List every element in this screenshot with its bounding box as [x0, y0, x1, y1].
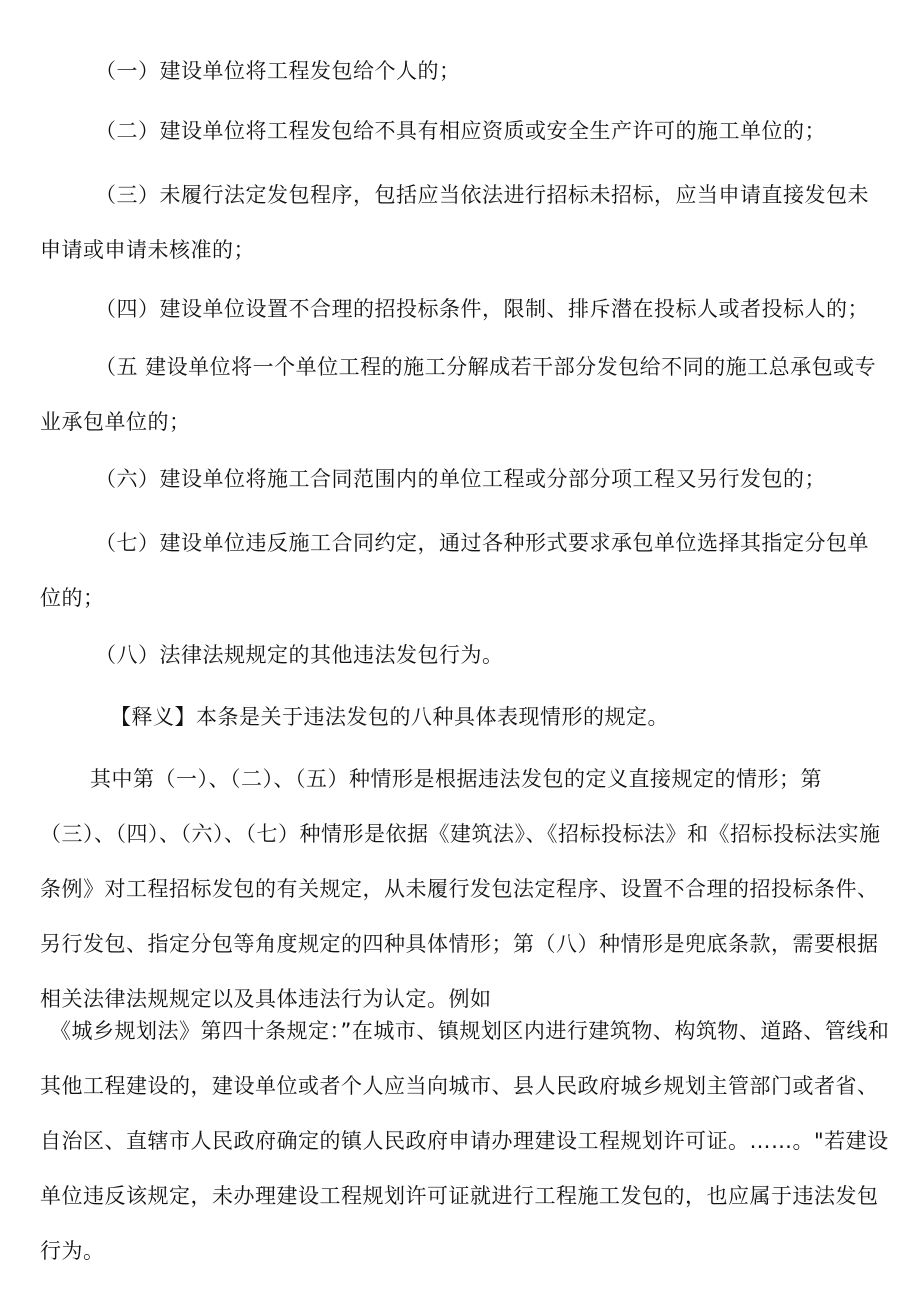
clause-item-7: （七）建设单位违反施工合同约定，通过各种形式要求承包单位选择其指定分包单位的； [40, 531, 869, 610]
clause-item-6: （六）建设单位将施工合同范围内的单位工程或分部分项工程又另行发包的； [95, 467, 826, 491]
interpretation-heading: 【释义】本条是关于违法发包的八种具体表现情形的规定。 [110, 705, 669, 729]
clause-item-5: （五 建设单位将一个单位工程的施工分解成若干部分发包给不同的施工总承包或专业承包单位的； [40, 355, 877, 434]
analysis-paragraph: 其中第（一）、（二）、（五）种情形是根据违法发包的定义直接规定的情形；第（三）、（四）、（六）、（七）种情形是依据《建筑法》、《招标投标法》和《招标投标法实施条例》对工程招标发包的有关规定，从未履行发包法定程序、设置不合理的招投标条件、另行发包、指定分包等角度规定的四种具体情形；第（八）种情形是兜底条款，需要根据相关法律法规规定以及具体违法行为认定。例如 [40, 767, 881, 1011]
clause-item-2: （二）建设单位将工程发包给不具有相应资质或安全生产许可的施工单位的； [95, 119, 826, 143]
clause-item-4: （四）建设单位设置不合理的招投标条件，限制、排斥潜在投标人或者投标人的； [95, 297, 869, 321]
clause-item-8: （八）法律法规规定的其他违法发包行为。 [95, 643, 504, 667]
example-paragraph: 《城乡规划法》第四十条规定：”在城市、镇规划区内进行建筑物、构筑物、道路、管线和其他工程建设的，建设单位或者个人应当向城市、县人民政府城乡规划主管部门或者省、自治区、直辖市人民政府确定的镇人民政府申请办理建设工程规划许可证。……。"若建设单位违反该规定，未办理建设工程规划许可证就进行工程施工发包的，也应属于违法发包行为。 [40, 1019, 890, 1263]
clause-item-3: （三）未履行法定发包程序，包括应当依法进行招标未招标，应当申请直接发包未申请或申请未核准的； [40, 183, 869, 262]
clause-item-1: （一）建设单位将工程发包给个人的； [95, 59, 461, 83]
